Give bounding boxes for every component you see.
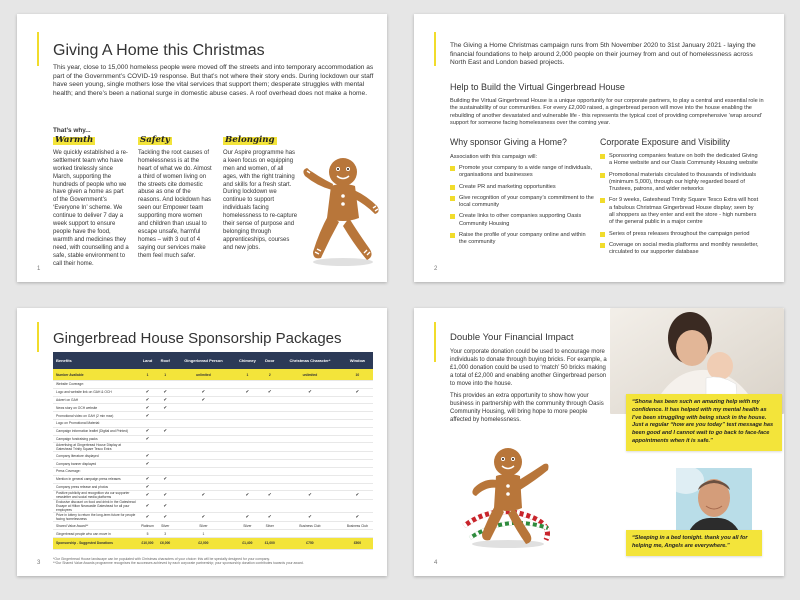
column-header: Christmas Character* [278,352,342,369]
page-title: Giving A Home this Christmas [53,42,265,59]
page-2 [414,14,784,282]
table-cell: 3 [157,530,173,538]
table-cell [138,381,157,389]
list-item [450,232,594,247]
table-cell [342,412,373,420]
check-icon: ✔ [173,513,233,522]
check-icon: ✔ [138,491,157,500]
check-icon: ✔ [138,396,157,404]
row-label: News story on OCH website [53,404,138,412]
table-cell: £1,000 [261,537,278,549]
table-cell [342,530,373,538]
page-number: 2 [434,266,438,272]
table-cell [173,460,233,468]
table-row [53,419,373,427]
table-cell [342,381,373,389]
table-cell [173,467,233,475]
table-cell [173,381,233,389]
table-cell [173,404,233,412]
impact-paragraph: Your corporate donation could be used to encourage more individuals to donate through buying bricks. For example, a £1,000 donation could be used to ‘match’ 50 bricks making a total of £2,000 and enabling another Gingerbread person to move into the house. [450,349,607,387]
bullet-icon [600,154,605,159]
column-heading: Warmth [55,135,94,145]
check-icon: ✔ [342,491,373,500]
bullet-icon [450,233,455,238]
table-cell [261,435,278,443]
table-cell [261,483,278,491]
bullet-icon [600,173,605,178]
page-3 [17,308,387,576]
column-text: We quickly established a re-settlement team who have worked tirelessly since March, supporting the hundreds of people who we have given a home as part of the Government’s ‘Everyone In’ scheme. We continue to deliver 7 day a week support to ensure people have the food, warmth and medicines they need, with counselling and a safe, stable environment to call their home. [53,149,129,267]
table-cell [233,396,261,404]
table-cell [278,460,342,468]
check-icon: ✔ [261,388,278,396]
table-cell [278,404,342,412]
table-cell [261,404,278,412]
campaign-lead-text: The Giving a Home Christmas campaign runs from 5th November 2020 to 31st January 2021 - laying the financial foundations to help around 2,000 people on their journey from and out of homelessness across North East and London based projects. [450,42,756,67]
footnotes [53,557,373,566]
column-header: Land [138,352,157,369]
table-cell [233,381,261,389]
table-cell: unlimited [173,369,233,381]
check-icon: ✔ [138,513,157,522]
check-icon: ✔ [138,452,157,460]
table-cell [278,452,342,460]
table-row [53,475,373,483]
table-row [53,412,373,420]
check-icon: ✔ [157,427,173,435]
table-cell: 1 [173,530,233,538]
table-cell [233,404,261,412]
bullet-icon [450,185,455,190]
table-cell [278,435,342,443]
bullet-icon [600,198,605,203]
check-icon: ✔ [138,460,157,468]
why-label: That’s why... [53,127,91,134]
footnote: *Our Gingerbread House landscape can be populated with Christmas characters of your choice: this will be specially designed for your company. [53,557,270,561]
gingerbread-man-illustration [299,156,383,268]
column-safety [138,137,214,261]
page-4 [414,308,784,576]
table-cell [233,483,261,491]
page-title: Gingerbread House Sponsorship Packages [53,330,342,347]
table-cell [233,467,261,475]
table-cell [157,435,173,443]
accent-bar [37,322,39,352]
list-item [600,197,760,226]
table-cell [342,500,373,513]
list-item-text: Create links to other companies supporting Oasis Community Housing [459,213,582,227]
check-icon: ✔ [138,500,157,513]
list-item-text: Give recognition of your company’s commitment to the local community [459,194,594,209]
check-icon: ✔ [278,491,342,500]
table-cell: unlimited [278,369,342,381]
why-sponsor-intro: Association with this campaign will: [450,154,538,160]
column-warmth [53,137,129,269]
table-cell [342,396,373,404]
row-label: Prize in lottery to return the long-term future for people facing homelessness [53,513,138,522]
table-cell [278,427,342,435]
table-cell [173,419,233,427]
table-cell [173,475,233,483]
table-cell [278,467,342,475]
list-item-text: Coverage on social media platforms and monthly newsletter, circulated to our supporter database [609,241,759,256]
table-cell: Silver [233,522,261,530]
table-cell [342,435,373,443]
table-row [53,483,373,491]
check-icon: ✔ [157,500,173,513]
table-cell [342,475,373,483]
page-number: 1 [37,266,41,272]
table-row [53,530,373,538]
table-cell [173,443,233,452]
table-cell [278,483,342,491]
check-icon: ✔ [157,491,173,500]
table-cell [157,443,173,452]
table-cell [233,427,261,435]
table-cell: 1 [157,369,173,381]
table-cell [233,412,261,420]
row-label: Sponsorship - Suggested Donations [53,537,138,549]
table-cell [173,427,233,435]
table-cell: £6,000 [157,537,173,549]
table-cell [233,452,261,460]
table-cell [173,412,233,420]
list-item [450,195,594,210]
table-cell [278,381,342,389]
table-cell: 2 [261,369,278,381]
table-cell: Silver [261,522,278,530]
gingerbread-candy-cane-illustration [456,444,562,550]
row-label: Positive publicity and recognition via our supporter newsletter and social media platforms [53,491,138,500]
check-icon: ✔ [261,491,278,500]
column-header-benefits: Benefits [53,352,138,369]
table-cell: £10,000 [138,537,157,549]
table-cell [233,460,261,468]
table-cell [173,500,233,513]
table-row [53,381,373,389]
row-label: Campaign information leaflet (Digital and Printed) [53,427,138,435]
table-cell [342,427,373,435]
testimonial-quote-1: “Shona has been such an amazing help with my confidence. It has helped with my mental health as I’ve been struggling with being stuck in the house. Just a regular “how are you today” text message has been good and I cannot wait to go back to face-face appointments when it is safe.” [626,394,782,451]
table-cell [233,419,261,427]
table-cell: £750 [278,537,342,549]
table-cell [157,452,173,460]
list-item [600,172,760,194]
table-cell [342,483,373,491]
list-item [450,213,594,228]
footnote: **Our Shared Value Awards programme recognises the successes achieved by each corporate partnership; your sponsorship donation contributes towards your award. [53,561,304,566]
accent-bar [37,32,39,66]
table-cell [138,419,157,427]
table-cell [278,443,342,452]
bullet-icon [450,196,455,201]
bullet-icon [450,214,455,219]
table-cell: 10 [342,369,373,381]
column-header: Door [261,352,278,369]
table-cell [261,419,278,427]
check-icon: ✔ [233,388,261,396]
table-cell [278,396,342,404]
table-cell [342,419,373,427]
column-header: Roof [157,352,173,369]
table-row [53,522,373,530]
table-cell [261,443,278,452]
table-cell [342,460,373,468]
table-row [53,537,373,549]
table-cell [278,412,342,420]
bullet-icon [600,243,605,248]
bullet-icon [450,166,455,171]
table-cell [261,475,278,483]
table-row [53,388,373,396]
why-sponsor-list [450,165,594,251]
table-cell: £2,000 [173,537,233,549]
table-cell [342,443,373,452]
check-icon: ✔ [138,483,157,491]
column-header: Window [342,352,373,369]
impact-paragraph-2: This provides an extra opportunity to show how your business in partnership with the community through Oasis Community Housing, will bring hope to more people affected by homelessness. [450,393,604,423]
row-label: Advertising at Gingerbread House Display at Gateshead Trinity Square Tesco Extra [53,443,138,452]
list-item [600,153,760,168]
column-text: Our Aspire programme has a keen focus on equipping men and women, of all ages, with the right training and skills for a fresh start. During lockdown we continue to support individuals facing homelessness to re-capture their sense of purpose and belonging through apprenticeships, courses and new jobs. [223,149,298,251]
table-row [53,467,373,475]
table-cell [233,443,261,452]
table-cell [261,381,278,389]
column-belonging [223,137,299,253]
check-icon: ✔ [138,412,157,420]
page-number: 4 [434,560,438,566]
table-cell [233,500,261,513]
table-cell [261,412,278,420]
check-icon: ✔ [138,475,157,483]
check-icon: ✔ [173,388,233,396]
table-cell [173,452,233,460]
column-header: Chimney [233,352,261,369]
row-label: Company press release and photos [53,483,138,491]
table-cell [278,475,342,483]
table-cell: Silver [157,522,173,530]
table-row [53,513,373,522]
table-cell [261,396,278,404]
table-row [53,452,373,460]
table-row [53,404,373,412]
row-label: Promotional video on GAH (2 min max) [53,412,138,420]
list-item-text: For 9 weeks, Gateshead Trinity Square Tesco Extra will host a fabulous Christmas Gingerbread House display; seen by all shoppers as they enter and exit the store - high numbers of the general public in a major centre [609,197,759,226]
table-cell [173,435,233,443]
row-label: Mention in general campaign press releases [53,475,138,483]
check-icon: ✔ [157,475,173,483]
table-row [53,427,373,435]
table-cell: Platinum [138,522,157,530]
check-icon: ✔ [233,513,261,522]
table-cell [157,412,173,420]
row-label: Number Available [53,369,138,381]
table-cell [278,500,342,513]
table-cell [138,467,157,475]
list-item [600,242,760,257]
page-1 [17,14,387,282]
row-label: Website Coverage: [53,381,138,389]
table-row [53,435,373,443]
check-icon: ✔ [157,396,173,404]
check-icon: ✔ [157,404,173,412]
list-item-text: Series of press releases throughout the campaign period [609,230,750,237]
table-cell: Business Club [342,522,373,530]
list-item-text: Create PR and marketing opportunities [459,183,556,190]
table-row [53,369,373,381]
table-cell [261,500,278,513]
check-icon: ✔ [138,427,157,435]
table-cell: Silver [173,522,233,530]
check-icon: ✔ [278,388,342,396]
check-icon: ✔ [157,388,173,396]
list-item-text: Raise the profile of your company online and within the community [459,232,586,246]
table-cell: 1 [138,369,157,381]
table-cell [261,467,278,475]
row-label: Company banner displayed [53,460,138,468]
table-cell: Business Club [278,522,342,530]
table-cell [342,452,373,460]
list-item-text: Sponsoring companies feature on both the dedicated Giving a Home website and our Oasis Community Housing website [609,153,758,167]
page-heading: Double Your Financial Impact [450,332,574,343]
table-cell [342,467,373,475]
exposure-list [600,153,760,261]
help-paragraph: Building the Virtual Gingerbread House is a unique opportunity for our corporate partners, to play a central and essential role in the sustainability of our communities. For every £2,000 raised, a gingerbread person will move into the house enabling the rebuilding of another devastated and vulnerable life - this represents the typical cost of providing comprehensive ‘wrap around’ support for someone facing homelessness over the coming year. [450,98,764,127]
intro-paragraph: This year, close to 15,000 homeless people were moved off the streets and into temporary accommodation as part of the Government’s COVID-19 response. But that’s not where their story ends. During lockdown our staff have seen young, single mothers lose the vital services that support them; desperate struggles with mental health; and there’s been a national surge in domestic abuse cases. A roof overhead does not make a home. [53,64,374,97]
man-portrait-photo [676,468,752,538]
table-row [53,491,373,500]
testimonial-quote-2: “Sleeping in a bed tonight. thank you all for helping me, Angels are everywhere.” [626,530,762,556]
row-label: Press Coverage: [53,467,138,475]
check-icon: ✔ [261,513,278,522]
table-cell [342,404,373,412]
table-cell [261,530,278,538]
table-cell [157,467,173,475]
check-icon: ✔ [173,491,233,500]
accent-bar [434,322,436,362]
table-row [53,500,373,513]
row-label: Shared Value Award** [53,522,138,530]
help-heading: Help to Build the Virtual Gingerbread House [450,82,625,92]
table-cell [157,381,173,389]
table-cell [157,483,173,491]
table-cell [233,475,261,483]
why-sponsor-heading: Why sponsor Giving a Home? [450,137,567,147]
list-item [450,184,594,191]
check-icon: ✔ [342,513,373,522]
table-row [53,396,373,404]
row-label: Campaign fundraising packs [53,435,138,443]
table-row [53,443,373,452]
list-item [450,165,594,180]
list-item-text: Promote your company to a wide range of individuals, organisations and businesses [459,165,593,179]
table-cell [157,419,173,427]
table-cell [261,452,278,460]
table-cell [278,419,342,427]
sponsorship-table [53,352,373,550]
row-label: Company literature displayed [53,452,138,460]
row-label: Logo and website link on GAH & OCH [53,388,138,396]
table-cell [261,460,278,468]
table-cell: £1,400 [233,537,261,549]
check-icon: ✔ [342,388,373,396]
column-header: Gingerbread Person [173,352,233,369]
column-heading: Belonging [225,135,275,145]
table-cell: 5 [138,530,157,538]
table-row [53,460,373,468]
table-cell [173,483,233,491]
table-cell [138,443,157,452]
table-cell: 1 [233,369,261,381]
table-cell [278,530,342,538]
row-label: Advert on GAH [53,396,138,404]
check-icon: ✔ [138,388,157,396]
column-text: Tackling the root causes of homelessness is at the heart of what we do. Almost a third of women living on the streets cite domestic abuse as one of the reasons. And lockdown has seen our Empower team supporting more women and children than usual to escape unsafe, harmful homes – with 3 out of 4 saying our services make them feel much safer. [138,149,212,259]
exposure-heading: Corporate Exposure and Visibility [600,137,730,147]
table-cell [261,427,278,435]
table-cell: £500 [342,537,373,549]
table-cell [233,530,261,538]
list-item [600,231,760,238]
check-icon: ✔ [278,513,342,522]
bullet-icon [600,232,605,237]
table-header-row [53,352,373,369]
check-icon: ✔ [157,513,173,522]
row-label: Exclusive discount on food and drink in the Gateshead Escape at Hilton Newcastle Gateshead for all your employees [53,500,138,513]
list-item-text: Promotional materials circulated to thousands of individuals (minimum 5,000), through our highly regarded board of Trustees, patrons, and wider networks [609,171,757,193]
page-number: 3 [37,560,41,566]
check-icon: ✔ [138,435,157,443]
check-icon: ✔ [173,396,233,404]
row-label: Logo on Promotional Material: [53,419,138,427]
column-heading: Safety [140,135,170,145]
table-cell [233,435,261,443]
table-cell [157,460,173,468]
accent-bar [434,32,436,66]
row-label: Gingerbread people who can move in [53,530,138,538]
check-icon: ✔ [138,404,157,412]
check-icon: ✔ [233,491,261,500]
